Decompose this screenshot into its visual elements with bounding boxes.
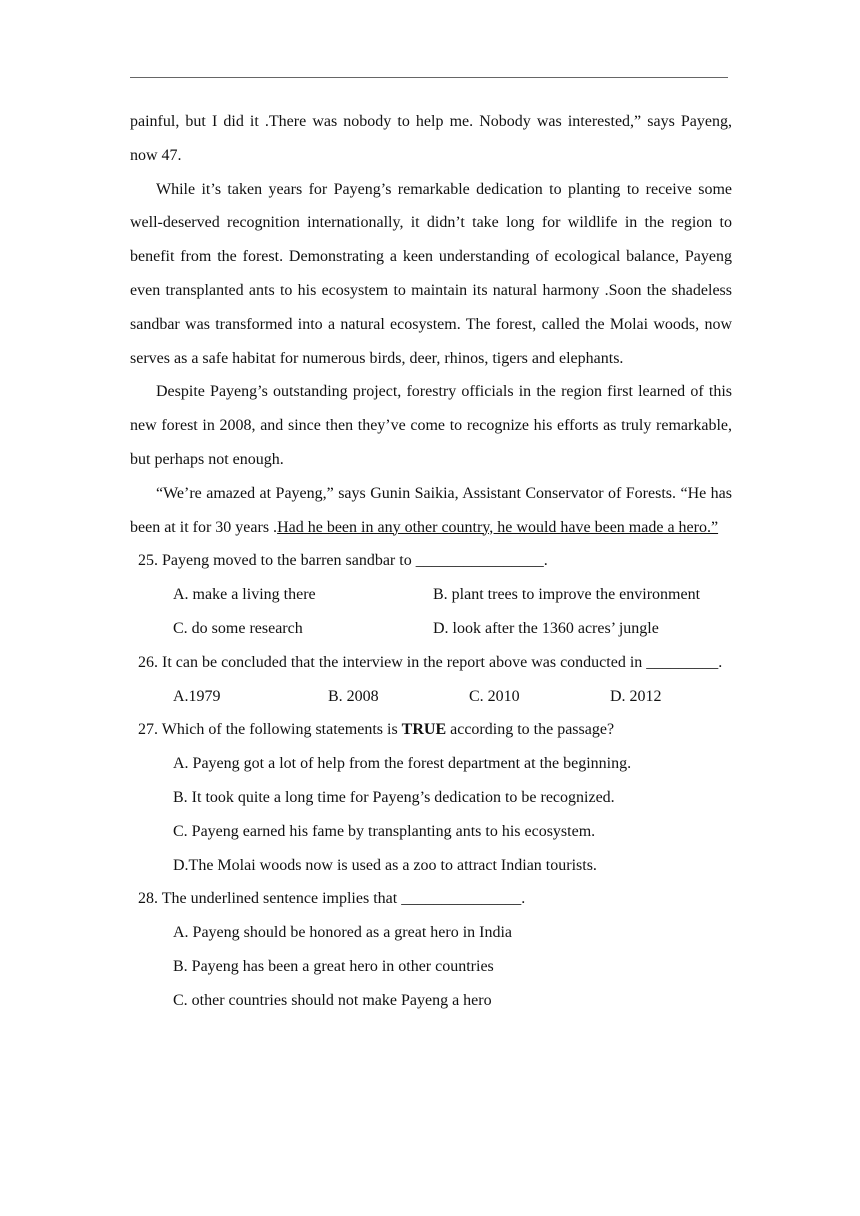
- question-25-options-row: [130, 578, 732, 612]
- option-d[interactable]: D. look after the 1360 acres’ jungle: [433, 619, 659, 637]
- document-page: [130, 105, 732, 1018]
- quote-text: “We’re amazed at Payeng,” says Gunin Saikia, Assistant Conservator of Forests. “He has been at it for 30 years .: [130, 484, 732, 536]
- option-b[interactable]: B. 2008: [328, 687, 379, 705]
- option-c[interactable]: C. do some research: [173, 619, 303, 637]
- question-27-bold-word: TRUE: [401, 721, 447, 739]
- option-b[interactable]: B. It took quite a long time for Payeng’s dedication to be recognized.: [173, 788, 615, 806]
- option-c[interactable]: C. Payeng earned his fame by transplanting ants to his ecosystem.: [173, 822, 596, 840]
- question-25-stem: 25. Payeng moved to the barren sandbar to ________________.: [138, 552, 548, 570]
- option-a[interactable]: A. Payeng got a lot of help from the forest department at the beginning.: [173, 755, 632, 773]
- question-26-stem: 26. It can be concluded that the interview in the report above was conducted in _________.: [138, 653, 723, 671]
- option-c[interactable]: C. 2010: [469, 687, 520, 705]
- passage-paragraph: painful, but I did it .There was nobody to help me. Nobody was interested,” says Payeng, now 47.: [130, 113, 732, 164]
- underlined-sentence: Had he been in any other country, he would have been made a hero.”: [277, 518, 719, 536]
- option-d[interactable]: D. 2012: [610, 687, 662, 705]
- option-a[interactable]: A.1979: [173, 687, 221, 705]
- question-27-stem-end: according to the passage?: [446, 721, 615, 739]
- passage-paragraph: Despite Payeng’s outstanding project, forestry officials in the region first learned of this new forest in 2008, and since then they’ve come to recognize his efforts as truly remarkable, but perhaps not enough.: [130, 383, 732, 468]
- passage-paragraph: While it’s taken years for Payeng’s remarkable dedication to planting to receive some well-deserved recognition internationally, it didn’t take long for wildlife in the region to benefit from the forest. Demonstrating a keen understanding of ecological balance, Payeng even transplanted ants to his ecosystem to maintain its natural harmony .Soon the shadeless sandbar was transformed into a natural ecosystem. The forest, called the Molai woods, now serves as a safe habitat for numerous birds, deer, rhinos, tigers and elephants.: [130, 180, 732, 367]
- question-27-stem-start: 27. Which of the following statements is: [138, 721, 402, 739]
- option-a[interactable]: A. Payeng should be honored as a great hero in India: [173, 924, 513, 942]
- option-b[interactable]: B. Payeng has been a great hero in other countries: [173, 957, 494, 975]
- option-c[interactable]: C. other countries should not make Payeng a hero: [173, 991, 492, 1009]
- passage-paragraph: [130, 477, 732, 545]
- option-b[interactable]: B. plant trees to improve the environment: [433, 586, 701, 604]
- question-26-options-row: [130, 680, 732, 714]
- question-27-stem: [130, 713, 732, 747]
- question-28-stem: 28. The underlined sentence implies that _______________.: [138, 890, 526, 908]
- question-25-options-row: [130, 612, 732, 646]
- option-a[interactable]: A. make a living there: [173, 586, 316, 604]
- header-rule: [130, 77, 728, 78]
- option-d[interactable]: D.The Molai woods now is used as a zoo to attract Indian tourists.: [173, 856, 597, 874]
